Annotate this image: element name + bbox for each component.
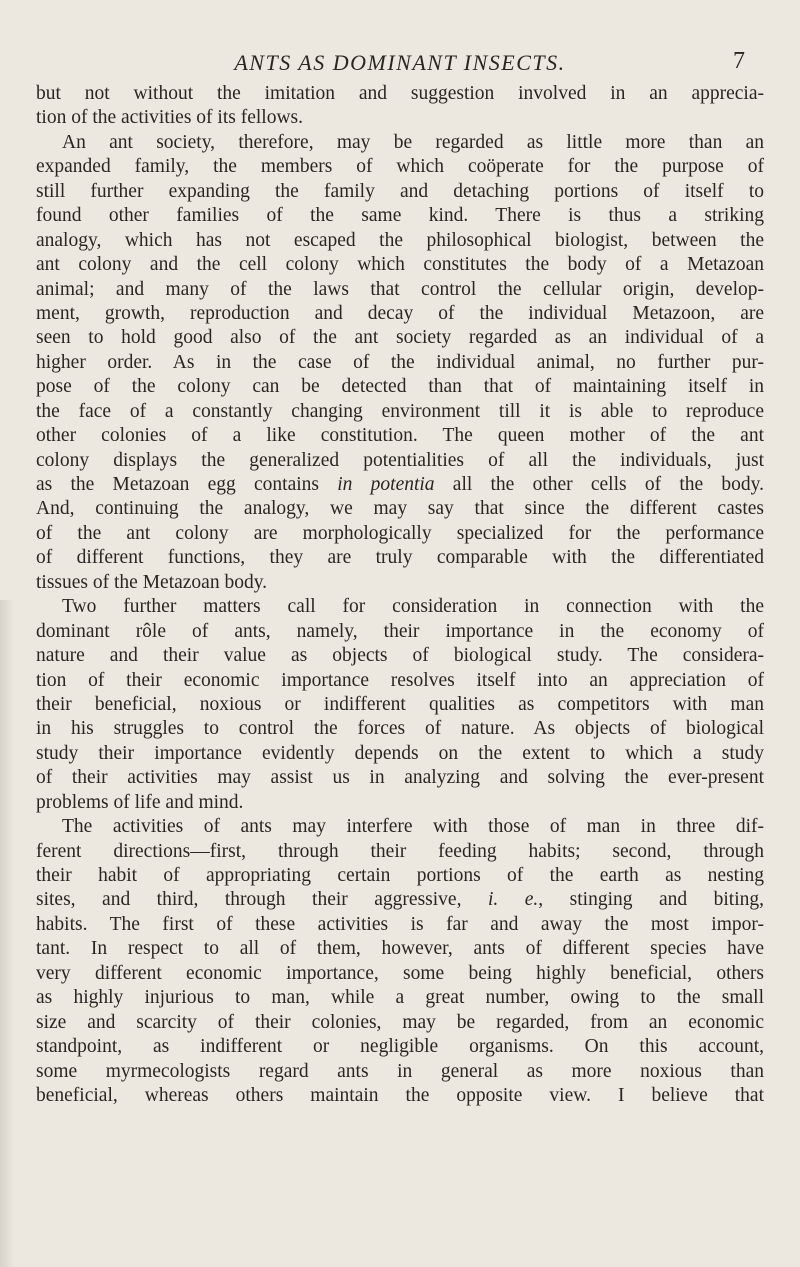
text-line: other colonies of a like constitution. The queen mother of the ant [36, 425, 764, 447]
running-title: ANTS AS DOMINANT INSECTS. [234, 50, 566, 75]
text-line: standpoint, as indifferent or negligible organisms. On this account, [36, 1036, 764, 1058]
text-line: analogy, which has not escaped the philosophical biologist, between the [36, 229, 764, 251]
text-line: expanded family, the members of which coöperate for the purpose of [36, 156, 764, 178]
text-line: seen to hold good also of the ant society regarded as an individual of a [36, 327, 764, 349]
text-line: colony displays the generalized potentialities of all the individuals, just [36, 449, 764, 471]
text-line: The activities of ants may interfere with those of man in three dif- [62, 816, 764, 838]
text-line: And, continuing the analogy, we may say that since the different castes [36, 498, 764, 520]
text-line: still further expanding the family and detaching portions of itself to [36, 180, 764, 202]
text-line: habits. The first of these activities is far and away the most impor- [36, 913, 764, 935]
text-line: as highly injurious to man, while a great number, owing to the small [36, 987, 764, 1009]
text-line: ant colony and the cell colony which constitutes the body of a Metazoan [36, 254, 764, 276]
text-line: tissues of the Metazoan body. [36, 571, 268, 593]
text-line: in his struggles to control the forces of nature. As objects of biological [36, 718, 764, 740]
text-line: ment, growth, reproduction and decay of the individual Metazoon, are [36, 302, 764, 324]
text-line: nature and their value as objects of biological study. The considera- [36, 645, 764, 667]
text-line: pose of the colony can be detected than that of maintaining itself in [36, 376, 764, 398]
text-line: Two further matters call for consideration in connection with the [62, 596, 764, 618]
text-line: tant. In respect to all of them, however, ants of different species have [36, 938, 764, 960]
text-line: tion of the activities of its fellows. [36, 107, 303, 129]
text-line: tion of their economic importance resolves itself into an appreciation of [36, 669, 764, 691]
text-line: study their importance evidently depends on the extent to which a study [36, 742, 764, 764]
text-line: the face of a constantly changing environment till it is able to reproduce [36, 400, 764, 422]
page-binding-shadow [0, 600, 14, 1267]
text-line: animal; and many of the laws that control the cellular origin, develop- [36, 278, 764, 300]
text-line: very different economic importance, some being highly beneficial, others [36, 962, 764, 984]
text-line: of different functions, they are truly comparable with the differentiated [36, 547, 764, 569]
text-line: some myrmecologists regard ants in general as more noxious than [36, 1060, 764, 1082]
text-line: ferent directions—first, through their feeding habits; second, through [36, 840, 764, 862]
text-line: found other families of the same kind. There is thus a striking [36, 205, 764, 227]
body-text [36, 82, 764, 1108]
text-line: size and scarcity of their colonies, may be regarded, from an economic [36, 1011, 764, 1033]
text-line: higher order. As in the case of the individual animal, no further pur- [36, 351, 764, 373]
text-line: their habit of appropriating certain portions of the earth as nesting [36, 865, 764, 886]
text-line: problems of life and mind. [36, 791, 244, 813]
page-number: 7 [733, 48, 745, 74]
text-line: of the ant colony are morphologically specialized for the performance [36, 522, 764, 544]
text-line: but not without the imitation and suggestion involved in an apprecia- [36, 83, 764, 104]
text-line: dominant rôle of ants, namely, their importance in the economy of [36, 620, 764, 642]
text-line: of their activities may assist us in analyzing and solving the ever-present [36, 767, 764, 789]
page-header [0, 50, 800, 80]
text-line: sites, and third, through their aggressive, i. e., stinging and biting, [36, 889, 765, 911]
text-line: as the Metazoan egg contains in potentia all the other cells of the body. [36, 474, 764, 495]
text-line: beneficial, whereas others maintain the opposite view. I believe that [36, 1084, 764, 1106]
text-line: their beneficial, noxious or indifferent qualities as competitors with man [36, 693, 764, 715]
text-line: An ant society, therefore, may be regarded as little more than an [62, 131, 764, 153]
